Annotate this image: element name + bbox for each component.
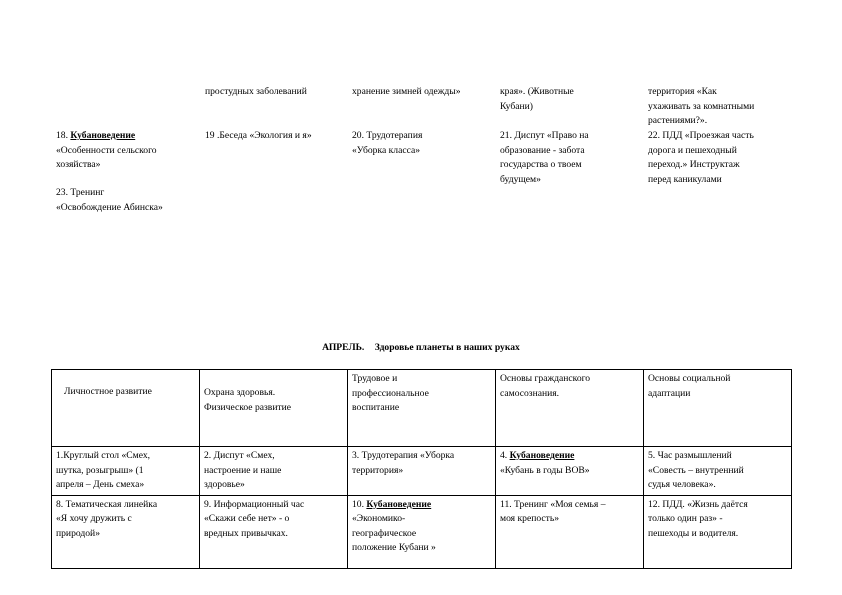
activity-18-subject: Кубановедение	[70, 130, 136, 141]
table-cell: 12. ПДД. «Жизнь даётся только один раз» - пешеходы и водителя.	[644, 495, 792, 568]
table-cell: 9. Информационный час «Скажи себе нет» - о вредных привычках.	[200, 495, 348, 568]
header-health: Охрана здоровья. Физическое развитие	[200, 370, 348, 447]
table-cell: 3. Трудотерапия «Уборка территория»	[348, 447, 496, 496]
table-cell: 5. Час размышлений «Совесть – внутренний судья человека».	[644, 447, 792, 496]
activity-18-number: 18.	[56, 130, 71, 141]
activity-20: 20. Трудотерапия «Уборка класса»	[352, 130, 423, 156]
cell-subject: Кубановедение	[366, 498, 432, 510]
table-header-row	[52, 370, 792, 447]
table-row	[52, 495, 792, 568]
activity-23: 23. Тренинг «Освобождение Абинска»	[56, 187, 163, 213]
cell-subject: Кубановедение	[509, 450, 575, 461]
section-title	[0, 342, 842, 353]
cell-text: «Кубань в годы ВОВ»	[500, 464, 590, 476]
cell-number: 10.	[352, 498, 367, 510]
header-social: Основы социальной адаптации	[644, 370, 792, 447]
table-cell	[496, 447, 644, 496]
header-personal-development: Личностное развитие	[52, 370, 200, 447]
table-cell: 11. Тренинг «Моя семья – моя крепость»	[496, 495, 644, 568]
cell-text: «Экономико- географическое положение Кубани »	[352, 513, 436, 553]
header-labor: Трудовое и профессиональное воспитание	[348, 370, 496, 447]
table-cell: 2. Диспут «Смех, настроение и наше здоровье»	[200, 447, 348, 496]
fragment-cell-4: края». (Животные Кубани)	[500, 86, 574, 112]
activity-21: 21. Диспут «Право на образование - забота государства о твоем будущем»	[500, 130, 589, 185]
table-row	[52, 447, 792, 496]
section-month: АПРЕЛЬ.	[322, 342, 365, 353]
april-plan-table	[51, 369, 792, 569]
activity-22: 22. ПДД «Проезжая часть дорога и пешеходный переход.» Инструктаж перед каникулами	[648, 130, 754, 185]
activity-18	[56, 129, 157, 173]
section-theme: Здоровье планеты в наших руках	[374, 342, 520, 353]
table-cell: 8. Тематическая линейка «Я хочу дружить с природой»	[52, 495, 200, 568]
activity-19: 19 .Беседа «Экология и я»	[205, 130, 312, 141]
header-civic: Основы гражданского самосознания.	[496, 370, 644, 447]
fragment-cell-5: территория «Как ухаживать за комнатными растениями?».	[648, 86, 755, 126]
table-cell: 1.Круглый стол «Смех, шутка, розыгрыш» (1 апреля – День смеха»	[52, 447, 200, 496]
activity-18-text: «Особенности сельского хозяйства»	[56, 144, 157, 170]
cell-number: 4.	[500, 450, 510, 461]
fragment-cell-3: хранение зимней одежды»	[352, 86, 461, 97]
table-cell	[348, 495, 496, 568]
fragment-cell-2: простудных заболеваний	[205, 86, 307, 97]
